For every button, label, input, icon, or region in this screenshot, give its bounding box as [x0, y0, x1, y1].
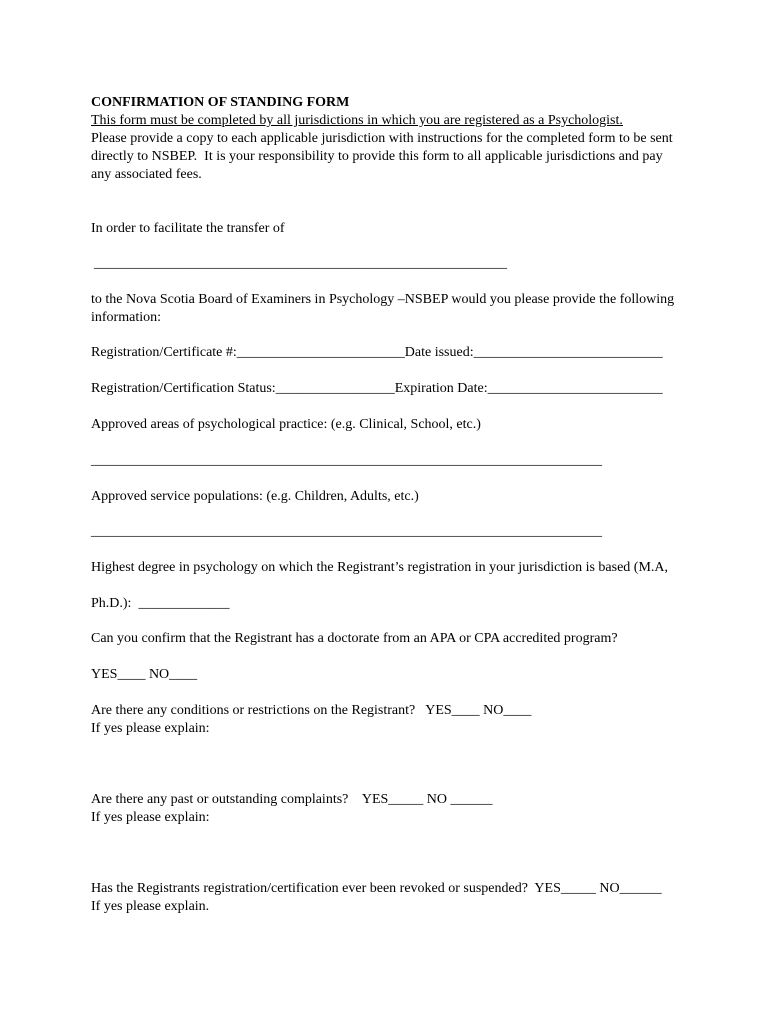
nsbep-line-1: to the Nova Scotia Board of Examiners in Psychology –NSBEP would you please provide the following: [91, 292, 675, 307]
complaints-explain: If yes please explain:: [91, 810, 210, 825]
intro-line-1: Please provide a copy to each applicable jurisdiction with instructions for the completed form to be sent: [91, 131, 673, 146]
intro-line-3: any associated fees.: [91, 167, 202, 182]
conditions-question[interactable]: Are there any conditions or restrictions on the Registrant? YES____ NO____: [91, 703, 532, 718]
intro-line-2: directly to NSBEP. It is your responsibility to provide this form to all applicable jurisdictions and pay: [91, 149, 663, 164]
name-blank[interactable]: ___________________________________________________________: [94, 256, 507, 271]
form-subtitle: This form must be completed by all jurisdictions in which you are registered as a Psychologist.: [91, 113, 623, 128]
populations-label: Approved service populations: (e.g. Children, Adults, etc.): [91, 489, 419, 504]
areas-blank[interactable]: _________________________________________________________________________: [91, 453, 602, 468]
nsbep-line-2: information:: [91, 310, 161, 325]
populations-blank[interactable]: _________________________________________________________________________: [91, 524, 602, 539]
revoked-question[interactable]: Has the Registrants registration/certification ever been revoked or suspended? YES_____ NO______: [91, 881, 662, 896]
status-line[interactable]: Registration/Certification Status:_________________Expiration Date:_________________________: [91, 381, 663, 396]
degree-line-2[interactable]: Ph.D.): _____________: [91, 596, 230, 611]
doctorate-answer[interactable]: YES____ NO____: [91, 667, 198, 682]
registration-line[interactable]: Registration/Certificate #:________________________Date issued:___________________________: [91, 345, 663, 360]
form-title: CONFIRMATION OF STANDING FORM: [91, 95, 350, 110]
transfer-text: In order to facilitate the transfer of: [91, 221, 285, 236]
areas-label: Approved areas of psychological practice: (e.g. Clinical, School, etc.): [91, 417, 481, 432]
complaints-question[interactable]: Are there any past or outstanding complaints? YES_____ NO ______: [91, 792, 493, 807]
degree-line-1: Highest degree in psychology on which the Registrant’s registration in your jurisdiction is based (M.A,: [91, 560, 669, 575]
doctorate-question: Can you confirm that the Registrant has a doctorate from an APA or CPA accredited program?: [91, 631, 618, 646]
conditions-explain: If yes please explain:: [91, 721, 210, 736]
revoked-explain: If yes please explain.: [91, 899, 210, 914]
